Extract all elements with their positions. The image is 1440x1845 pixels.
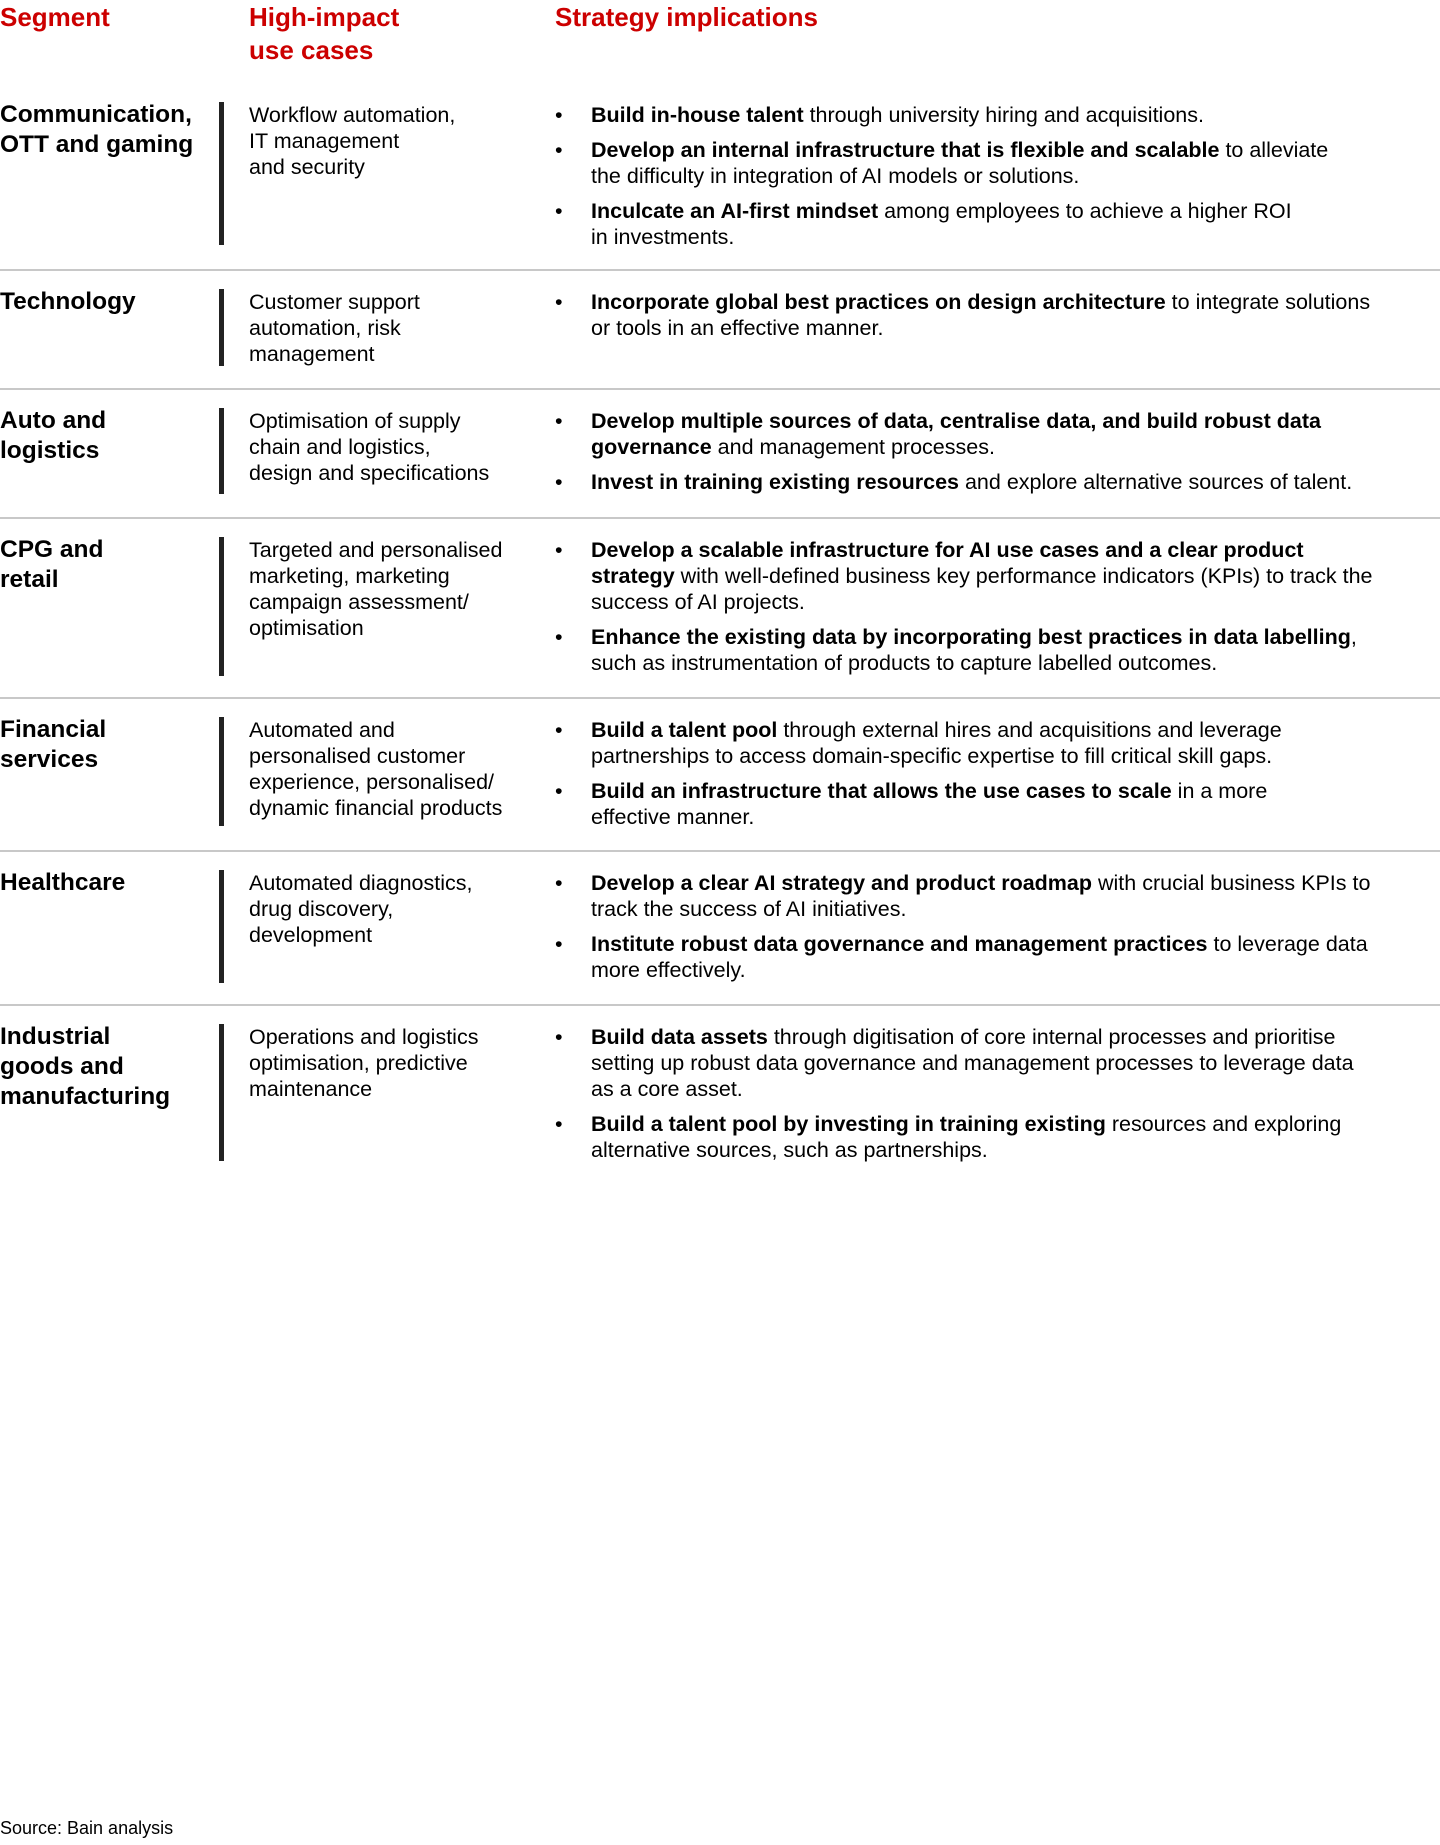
segment-name: Auto and logistics — [0, 407, 107, 464]
table-row — [0, 852, 1440, 1006]
bullet-icon: • — [555, 779, 563, 803]
strategy-item-bold: Develop a clear AI strategy and product roadmap — [591, 871, 1093, 895]
table-row — [0, 84, 1440, 271]
bullet-icon: • — [555, 290, 563, 314]
row-divider-bar — [219, 1024, 224, 1161]
row-divider-bar — [219, 289, 224, 366]
strategy-item-text: with well-defined business key performance indicators (KPIs) to track the success of AI projects. — [591, 564, 1373, 614]
strategy-item — [555, 408, 1440, 460]
strategy-list — [555, 1024, 1440, 1172]
strategy-item-bold: Develop an internal infrastructure that is flexible and scalable — [591, 138, 1220, 162]
segment-name: Financial services — [0, 716, 107, 773]
bullet-icon: • — [555, 409, 563, 433]
strategy-item-text: to alleviate the difficulty in integration of AI models or solutions. — [591, 138, 1329, 188]
bullet-icon: • — [555, 470, 563, 494]
strategy-list — [555, 102, 1440, 259]
strategy-item — [555, 469, 1440, 495]
bullet-icon: • — [555, 718, 563, 742]
table-row — [0, 519, 1440, 699]
bullet-icon: • — [555, 138, 563, 162]
strategy-item — [555, 1024, 1440, 1102]
use-cases-text: Operations and logistics optimisation, predictive maintenance — [249, 1025, 479, 1101]
row-divider-bar — [219, 870, 224, 983]
strategy-item-text: resources and exploring alternative sources, such as partnerships. — [591, 1112, 1342, 1162]
source-note: Source: Bain analysis — [0, 1818, 174, 1838]
strategy-item-text: and explore alternative sources of talent. — [959, 470, 1353, 494]
bullet-icon: • — [555, 871, 563, 895]
use-cases-text: Workflow automation, IT management and security — [249, 103, 456, 179]
strategy-item — [555, 102, 1440, 128]
strategy-item-bold: Build in-house talent — [591, 103, 804, 127]
strategy-item — [555, 537, 1440, 615]
table-row — [0, 271, 1440, 390]
strategy-item-bold: Build data assets — [591, 1025, 768, 1049]
segment-name: Industrial goods and manufacturing — [0, 1023, 171, 1110]
row-divider-bar — [219, 717, 224, 826]
use-cases-text: Customer support automation, risk management — [249, 290, 420, 366]
bullet-icon: • — [555, 932, 563, 956]
strategy-item — [555, 624, 1440, 676]
strategy-item — [555, 198, 1440, 250]
segment-name: Communication, OTT and gaming — [0, 101, 194, 158]
strategy-item — [555, 870, 1440, 922]
strategy-item-text: through university hiring and acquisitions. — [803, 103, 1204, 127]
strategy-item-bold: Build an infrastructure that allows the use cases to scale — [591, 779, 1172, 803]
table-row — [0, 699, 1440, 852]
use-cases-text: Optimisation of supply chain and logistics, design and specifications — [249, 409, 490, 485]
header-segment: Segment — [0, 2, 110, 32]
strategy-item-bold: Invest in training existing resources — [591, 470, 959, 494]
header-strategy-implications: Strategy implications — [555, 2, 818, 32]
strategy-list — [555, 537, 1440, 685]
bullet-icon: • — [555, 1025, 563, 1049]
segment-name: CPG and retail — [0, 536, 104, 593]
strategy-item-bold: Build a talent pool by investing in training existing — [591, 1112, 1106, 1136]
strategy-item-text: through external hires and acquisitions and leverage partnerships to access domain-specific expertise to fill critical skill gaps. — [591, 718, 1282, 768]
strategy-item — [555, 137, 1440, 189]
strategy-item — [555, 778, 1440, 830]
strategy-item — [555, 717, 1440, 769]
strategy-item-bold: Institute robust data governance and management practices — [591, 932, 1208, 956]
row-divider-bar — [219, 537, 224, 676]
table-row — [0, 1006, 1440, 1166]
segment-name: Healthcare — [0, 869, 126, 896]
strategy-list — [555, 289, 1440, 350]
strategy-item-bold: Incorporate global best practices on design architecture — [591, 290, 1166, 314]
strategy-item — [555, 289, 1440, 341]
strategy-item — [555, 931, 1440, 983]
bullet-icon: • — [555, 538, 563, 562]
strategy-item-bold: Enhance the existing data by incorporating best practices in data labelling — [591, 625, 1351, 649]
header-use-cases: High-impact use cases — [249, 2, 400, 65]
strategy-item-text: through digitisation of core internal processes and prioritise setting up robust data governance and management processes to leverage data as a core asset. — [591, 1025, 1354, 1101]
bullet-icon: • — [555, 1112, 563, 1136]
strategy-list — [555, 717, 1440, 839]
strategy-item-bold: Build a talent pool — [591, 718, 778, 742]
row-divider-bar — [219, 408, 224, 494]
strategy-item-text: among employees to achieve a higher ROI in investments. — [591, 199, 1292, 249]
strategy-item-text: with crucial business KPIs to track the success of AI initiatives. — [591, 871, 1371, 921]
strategy-item-text: to leverage data more effectively. — [591, 932, 1368, 982]
strategy-item-bold: Develop multiple sources of data, centralise data, and build robust data governance — [591, 409, 1321, 459]
strategy-item — [555, 1111, 1440, 1163]
bullet-icon: • — [555, 625, 563, 649]
table-header — [0, 0, 1440, 80]
table-row — [0, 390, 1440, 519]
strategy-list — [555, 408, 1440, 504]
row-divider-bar — [219, 102, 224, 245]
strategy-item-text: and management processes. — [711, 435, 995, 459]
bullet-icon: • — [555, 103, 563, 127]
strategy-list — [555, 870, 1440, 992]
use-cases-text: Automated diagnostics, drug discovery, development — [249, 871, 473, 947]
use-cases-text: Automated and personalised customer experience, personalised/ dynamic financial products — [249, 718, 503, 820]
bullet-icon: • — [555, 199, 563, 223]
strategy-item-text: to integrate solutions or tools in an effective manner. — [591, 290, 1371, 340]
strategy-item-text: in a more effective manner. — [591, 779, 1268, 829]
strategy-item-bold: Develop a scalable infrastructure for AI use cases and a clear product strategy — [591, 538, 1304, 588]
strategy-item-text: , such as instrumentation of products to capture labelled outcomes. — [591, 625, 1357, 675]
strategy-item-bold: Inculcate an AI-first mindset — [591, 199, 879, 223]
segment-name: Technology — [0, 288, 136, 315]
use-cases-text: Targeted and personalised marketing, marketing campaign assessment/ optimisation — [249, 538, 503, 640]
